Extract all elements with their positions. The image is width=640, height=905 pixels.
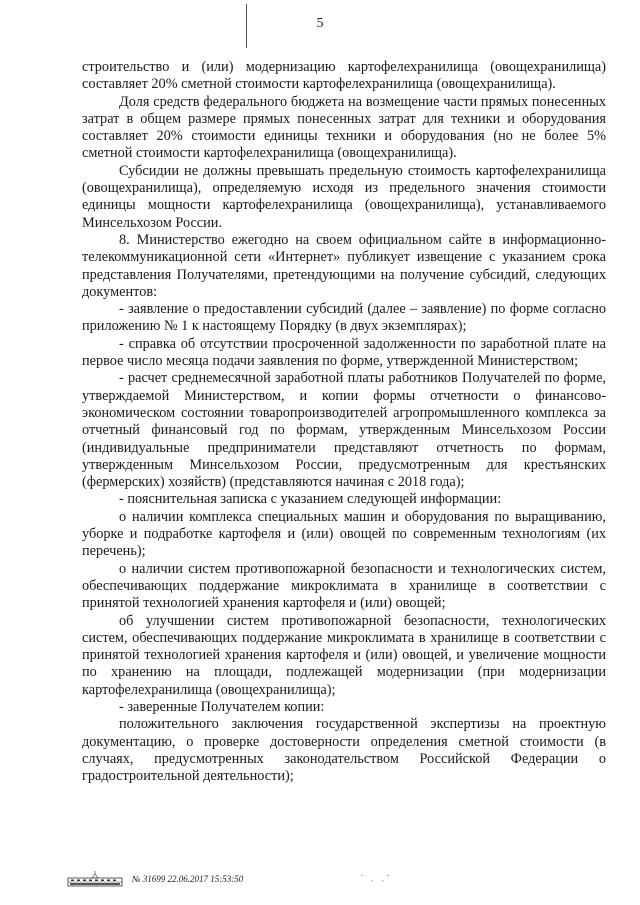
paragraph: - заверенные Получателем копии: [119,698,325,715]
paragraph: - пояснительная записка с указанием следующей информации: [119,491,502,508]
paragraph: - расчет среднемесячной заработной платы работников Получателей по форме, утверждаемой Министерством, и копии формы отчетности о финансово-экономическом состоянии товаропроизводителей агропромышленного комплекса за отчетный финансовый год по формам, утвержденным Минсельхозом России (индивидуальные предприниматели представляют отчетность по формам, утвержденным Минсельхозом России, предусмотренным для крестьянских (фермерских) хозяйств) (представляются начиная с 2018 года); [82,370,606,491]
paragraph: об улучшении систем противопожарной безопасности, технологических систем, обеспечивающих поддержание микроклимата в хранилище в соответствии с принятой технологией хранения картофеля и (или) овощей, и увеличение мощности по хранению на площади, подлежащей модернизации (при модернизации картофелехранилища (овощехранилища); [82,612,606,698]
paragraph: - заявление о предоставлении субсидий (далее – заявление) по форме согласно приложению № 1 к настоящему Порядку (в двух экземплярах); [82,301,606,335]
scan-artifact-dots: · ˎ ˎ· [360,870,393,882]
document-body [82,59,606,785]
paragraph: Субсидии не должны превышать предельную стоимость картофелехранилища (овощехранилища), определяемую исходя из предельного значения стоимости единицы мощности картофелехранилища (овощехранилища), устанавливаемого Минсельхозом России. [82,162,606,231]
registry-logo-icon [66,869,124,889]
paragraph: - справка об отсутствии просроченной задолженности по заработной плате на первое число месяца подачи заявления по форме, утвержденной Министерством; [82,335,606,370]
document-registration-id: № 31699 22.06.2017 15:53:50 [132,874,244,884]
page-number: 5 [316,16,324,31]
paragraph: 8. Министерство ежегодно на своем официальном сайте в информационно-телекоммуникационной сети «Интернет» публикует извещение с указанием срока представления Получателями, претендующими на получение субсидий, следующих документов: [82,231,606,300]
paragraph: Доля средств федерального бюджета на возмещение части прямых понесенных затрат в общем размере прямых понесенных затрат для техники и оборудования составляет 20% стоимости единицы техники и оборудования (но не более 5% сметной стоимости картофелехранилища (овощехранилища). [82,93,606,162]
paragraph: строительство и (или) модернизацию картофелехранилища (овощехранилища) составляет 20% сметной стоимости картофелехранилища (овощехранилища). [82,59,606,93]
paragraph: о наличии комплекса специальных машин и оборудования по выращиванию, уборке и подработке картофеля и (или) овощей по современным технологиям (их перечень); [82,508,606,560]
paragraph: положительного заключения государственной экспертизы на проектную документацию, о проверке достоверности определения сметной стоимости (в случаях, предусмотренных законодательством Российской Федерации о градостроительной деятельности); [82,716,606,785]
paragraph: о наличии систем противопожарной безопасности и технологических систем, обеспечивающих поддержание микроклимата в хранилище в соответствии с принятой технологией хранения картофеля и (или) овощей; [82,560,606,612]
footer [66,868,243,890]
